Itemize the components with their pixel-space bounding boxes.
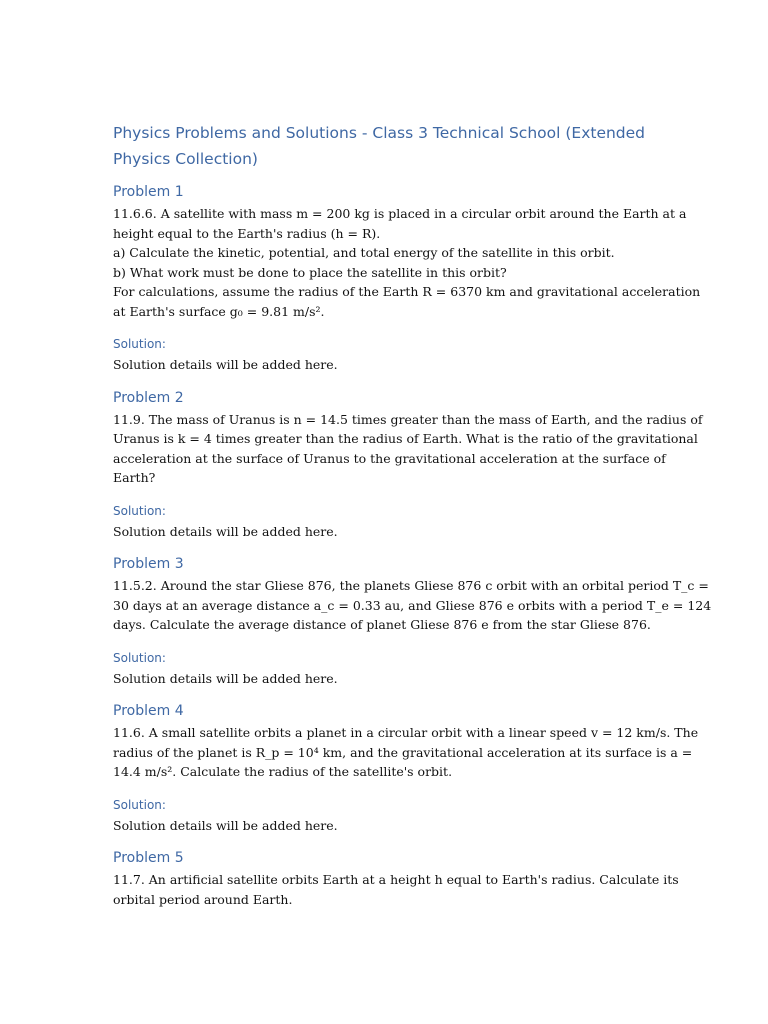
problem-3 [113, 554, 712, 688]
problem-text-line: Uranus is k = 4 times greater than the radius of Earth. What is the ratio of the gravitational [113, 431, 698, 446]
problem-heading: Problem 3 [113, 556, 184, 572]
problem-text-line: b) What work must be done to place the satellite in this orbit? [113, 264, 507, 280]
document-page [113, 120, 712, 909]
problem-text-line: at Earth's surface g₀ = 9.81 m/s². [113, 303, 325, 319]
problem-text-line: radius of the planet is R_p = 10⁴ km, and the gravitational acceleration at its surface is a = [113, 744, 693, 760]
problem-4 [113, 701, 699, 835]
problem-text-line: 11.5.2. Around the star Gliese 876, the planets Gliese 876 c orbit with an orbital period T_c = [113, 578, 709, 593]
document-title [113, 120, 658, 172]
document-title-line: Physics Collection) [113, 150, 258, 168]
document-title-line: Physics Problems and Solutions - Class 3 Technical School (Extended [113, 124, 646, 142]
problem-text-line: acceleration at the surface of Uranus to the gravitational acceleration at the surface of [113, 450, 666, 466]
problem-text [113, 723, 699, 782]
problem-heading: Problem 2 [113, 389, 184, 406]
problem-heading: Problem 1 [113, 184, 184, 200]
solution-text: Solution details will be added here. [113, 817, 338, 833]
problem-2 [113, 388, 703, 542]
problem-text [113, 204, 701, 321]
problem-text-line: For calculations, assume the radius of the Earth R = 6370 km and gravitational acceleration [113, 284, 701, 299]
problem-text [113, 410, 703, 488]
problem-text-line: height equal to the Earth's radius (h = R). [113, 225, 381, 241]
problem-text-line: orbital period around Earth. [113, 891, 293, 907]
problem-text-line: 11.6.6. A satellite with mass m = 200 kg is placed in a circular orbit around the Earth at a [113, 206, 687, 221]
problem-text-line: 14.4 m/s². Calculate the radius of the satellite's orbit. [113, 764, 453, 779]
problem-text-line: days. Calculate the average distance of planet Gliese 876 e from the star Gliese 876. [113, 617, 651, 632]
problem-text-line: 11.6. A small satellite orbits a planet in a circular orbit with a linear speed v = 12 km/s. The [113, 725, 699, 740]
problem-text-line: Earth? [113, 470, 156, 485]
solution-text: Solution details will be added here. [113, 357, 338, 372]
problem-text-line: 11.7. An artificial satellite orbits Earth at a height h equal to Earth's radius. Calculate its [113, 872, 679, 887]
solution-label: Solution: [113, 650, 166, 665]
problem-5 [113, 848, 679, 909]
solution-label: Solution: [113, 337, 166, 351]
solution-text: Solution details will be added here. [113, 670, 338, 686]
problem-heading: Problem 4 [113, 703, 184, 719]
solution-text: Solution details will be added here. [113, 523, 338, 539]
problem-1 [113, 182, 701, 375]
problem-text [113, 576, 712, 635]
solution-label: Solution: [113, 503, 166, 518]
problem-text-line: a) Calculate the kinetic, potential, and total energy of the satellite in this orbit. [113, 245, 615, 260]
problem-text [113, 870, 679, 909]
solution-label: Solution: [113, 797, 166, 812]
problem-text-line: 11.9. The mass of Uranus is n = 14.5 times greater than the mass of Earth, and the radius of [113, 411, 703, 427]
problem-text-line: 30 days at an average distance a_c = 0.33 au, and Gliese 876 e orbits with a period T_e = 124 [113, 597, 712, 613]
problem-heading: Problem 5 [113, 850, 184, 866]
